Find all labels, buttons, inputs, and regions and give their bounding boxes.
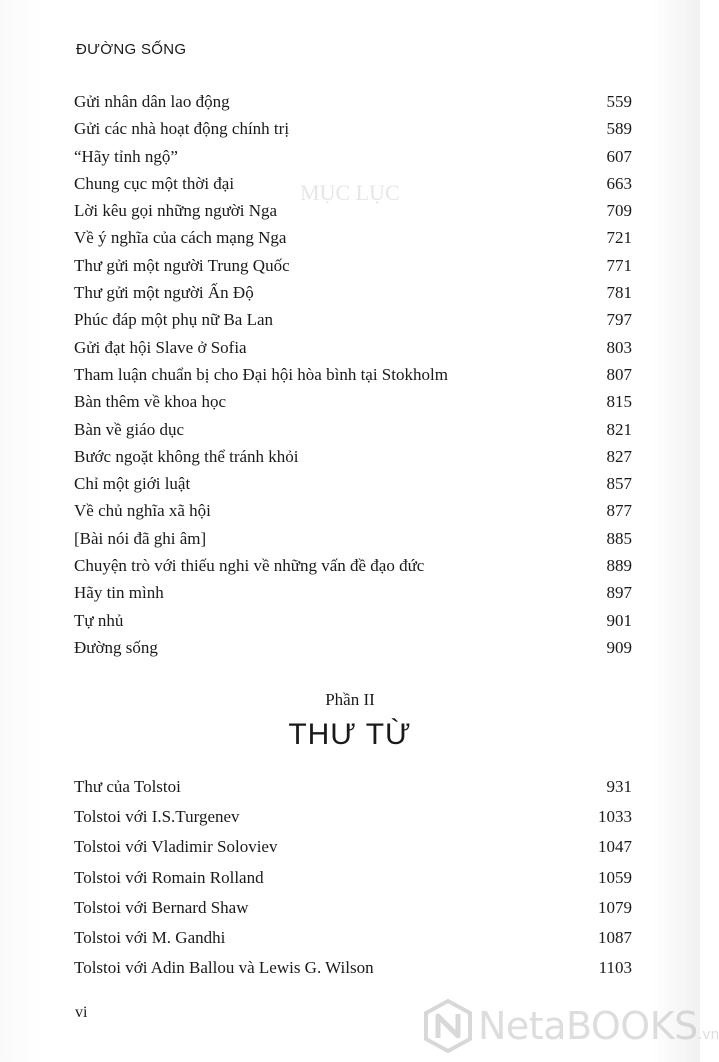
toc-entry-page: 885	[606, 528, 632, 548]
toc-entry-title: Chung cục một thời đại	[74, 173, 235, 193]
toc-entry-page: 803	[606, 337, 632, 357]
toc-entry-title: “Hãy tỉnh ngộ”	[74, 146, 178, 166]
toc-part1	[74, 88, 632, 661]
toc-entry	[74, 802, 632, 832]
toc-entry-title: Gửi các nhà hoạt động chính trị	[74, 119, 290, 139]
toc-entry-page: 1033	[598, 807, 632, 827]
toc-entry-page: 589	[606, 119, 632, 139]
toc-entry-page: 559	[606, 92, 632, 111]
toc-entry-title: Tolstoi với I.S.Turgenev	[74, 807, 240, 827]
toc-entry	[74, 197, 632, 224]
toc-part2	[74, 772, 632, 983]
toc-entry	[74, 772, 632, 802]
toc-entry	[74, 634, 632, 661]
toc-entry-page: 909	[606, 637, 632, 657]
netabooks-logo-icon	[420, 998, 476, 1054]
toc-entry-title: Tolstoi với Romain Rolland	[74, 867, 264, 887]
toc-entry-title: Về chủ nghĩa xã hội	[74, 501, 211, 521]
toc-entry-title: Gửi nhân dân lao động	[74, 92, 230, 111]
toc-entry	[74, 143, 632, 170]
toc-entry-page: 1059	[598, 867, 632, 887]
toc-entry	[74, 279, 632, 306]
toc-entry-title: Tham luận chuẩn bị cho Đại hội hòa bình tại Stokholm	[74, 364, 448, 384]
part-title: THƯ TỪ	[288, 718, 412, 751]
show-through-heading: MỤC LỤC	[300, 180, 400, 205]
toc-entry-page: 815	[606, 392, 632, 412]
toc-entry-page: 663	[606, 173, 632, 193]
toc-entry	[74, 470, 632, 497]
toc-entry-title: Tolstoi với Adin Ballou và Lewis G. Wilson	[74, 958, 374, 978]
toc-entry	[74, 115, 632, 142]
toc-entry-title: Bước ngoặt không thể tránh khỏi	[74, 446, 299, 466]
toc-entry	[74, 832, 632, 862]
toc-entry-title: Tolstoi với Bernard Shaw	[74, 897, 249, 917]
toc-entry-title: Bàn thêm về khoa học	[74, 392, 227, 412]
toc-entry-title: Gửi đạt hội Slave ở Sofia	[74, 337, 247, 357]
toc-entry-title: Tolstoi với M. Gandhi	[74, 927, 226, 947]
toc-entry-page: 797	[606, 310, 632, 330]
toc-entry	[74, 607, 632, 634]
toc-entry	[74, 497, 632, 524]
toc-entry-title: Thư của Tolstoi	[74, 777, 181, 796]
toc-entry	[74, 923, 632, 953]
toc-entry-title: Bàn về giáo dục	[74, 419, 184, 439]
toc-entry	[74, 443, 632, 470]
toc-entry	[74, 361, 632, 388]
toc-entry	[74, 88, 632, 115]
toc-entry-page: 771	[606, 255, 632, 275]
toc-entry	[74, 170, 632, 197]
toc-entry-page: 721	[606, 228, 632, 248]
toc-entry-title: Hãy tin mình	[74, 583, 164, 603]
toc-entry	[74, 953, 632, 983]
toc-entry	[74, 863, 632, 893]
toc-entry	[74, 552, 632, 579]
toc-entry-title: Tự nhủ	[74, 610, 124, 630]
part-label: Phần II	[325, 690, 375, 709]
toc-entry	[74, 416, 632, 443]
toc-entry-page: 827	[606, 446, 632, 466]
toc-entry	[74, 306, 632, 333]
toc-entry	[74, 252, 632, 279]
toc-entry-title: [Bài nói đã ghi âm]	[74, 528, 207, 548]
toc-entry-page: 857	[606, 474, 632, 494]
watermark-brand: NetaBOOKS	[478, 1004, 698, 1048]
toc-entry-page: 1047	[598, 837, 632, 857]
toc-entry-title: Chỉ một giới luật	[74, 474, 191, 494]
toc-entry	[74, 388, 632, 415]
toc-entry-title: Về ý nghĩa của cách mạng Nga	[74, 228, 287, 248]
toc-entry-title: Thư gửi một người Trung Quốc	[74, 255, 290, 275]
watermark-suffix: .vn	[697, 1027, 719, 1043]
page-number: vi	[75, 1004, 88, 1021]
toc-entry-page: 1079	[598, 897, 632, 917]
toc-entry-page: 709	[606, 201, 632, 221]
toc-entry	[74, 525, 632, 552]
toc-entry-title: Chuyện trò với thiếu nghi về những vấn đề đạo đức	[74, 556, 425, 576]
toc-entry-page: 781	[606, 283, 632, 303]
running-head: ĐƯỜNG SỐNG	[76, 41, 187, 58]
watermark-text	[478, 1004, 719, 1048]
toc-entry	[74, 893, 632, 923]
toc-entry-page: 889	[606, 556, 632, 576]
toc-entry	[74, 579, 632, 606]
toc-entry-page: 1103	[598, 958, 632, 978]
toc-entry-page: 607	[606, 146, 632, 166]
toc-entry-page: 821	[606, 419, 632, 439]
toc-entry-title: Tolstoi với Vladimir Soloviev	[74, 837, 278, 857]
toc-entry-title: Lời kêu gọi những người Nga	[74, 201, 278, 221]
toc-entry	[74, 334, 632, 361]
watermark	[420, 998, 719, 1058]
toc-entry-title: Thư gửi một người Ấn Độ	[74, 283, 254, 303]
toc-entry-page: 877	[606, 501, 632, 521]
toc-entry-page: 901	[606, 610, 632, 630]
toc-entry-title: Đường sống	[74, 637, 158, 657]
toc-entry-page: 807	[606, 364, 632, 384]
toc-entry-page: 931	[606, 777, 632, 796]
toc-entry-page: 897	[606, 583, 632, 603]
toc-entry-title: Phúc đáp một phụ nữ Ba Lan	[74, 310, 274, 330]
toc-entry-page: 1087	[598, 927, 632, 947]
toc-entry	[74, 224, 632, 251]
